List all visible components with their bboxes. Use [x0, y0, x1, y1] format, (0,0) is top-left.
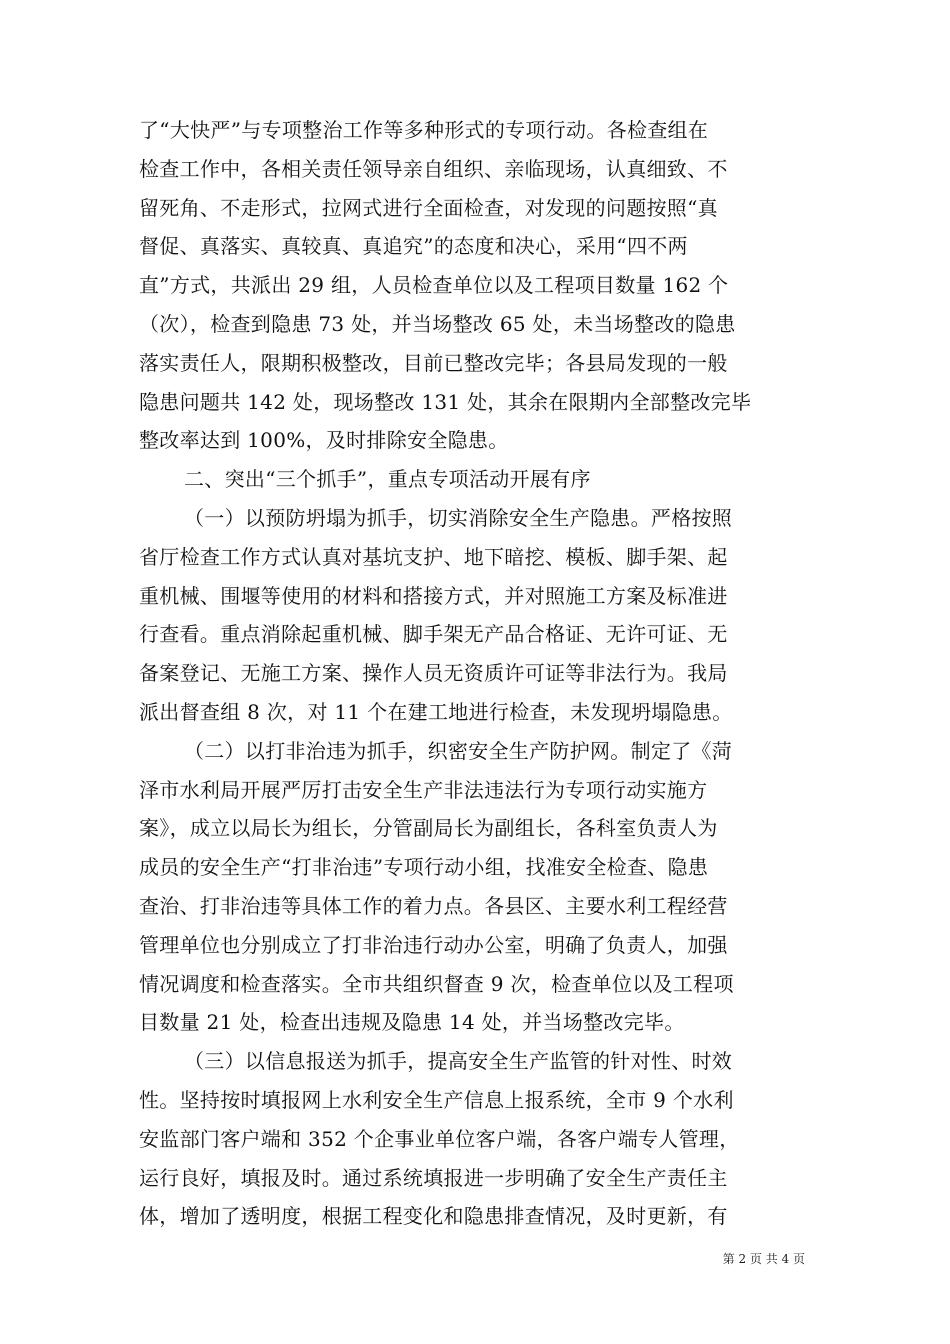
text-line: 体，增加了透明度，根据工程变化和隐患排查情况，及时更新，有: [139, 1204, 728, 1229]
body-text: [139, 111, 814, 1236]
text-line: 落实责任人，限期积极整改，目前已整改完毕；各县局发现的一般: [139, 350, 728, 375]
page-number: 第 2 页 共 4 页: [722, 1252, 805, 1266]
text-line: 案》，成立以局长为组长，分管副局长为副组长，各科室负责人为: [139, 816, 718, 841]
text-line: 直”方式，共派出 29 组，人员检查单位以及工程项目数量 162 个: [139, 273, 729, 298]
text-line: （次），检查到隐患 73 处，并当场整改 65 处，未当场整改的隐患: [139, 311, 736, 336]
text-line: 管理单位也分别成立了打非治违行动办公室，明确了负责人，加强: [139, 932, 728, 957]
text-line: 隐患问题共 142 处，现场整改 131 处，其余在限期内全部整改完毕: [139, 389, 752, 414]
text-line: 目数量 21 处，检查出违规及隐患 14 处，并当场整改完毕。: [139, 1010, 685, 1035]
text-line: 行查看。重点消除起重机械、脚手架无产品合格证、无许可证、无: [139, 622, 728, 647]
text-line: 运行良好，填报及时。通过系统填报进一步明确了安全生产责任主: [139, 1165, 728, 1190]
text-line: （三）以信息报送为抓手，提高安全生产监管的针对性、时效: [184, 1049, 733, 1074]
text-line: 检查工作中，各相关责任领导亲自组织、亲临现场，认真细致、不: [139, 156, 728, 181]
section-heading: 二、突出“三个抓手”，重点专项活动开展有序: [184, 467, 591, 492]
text-line: 派出督查组 8 次，对 11 个在建工地进行检查，未发现坍塌隐患。: [139, 699, 733, 724]
text-line: 督促、真落实、真较真、真追究”的态度和决心，采用“四不两: [139, 234, 688, 259]
text-line: 成员的安全生产“打非治违”专项行动小组，找准安全检查、隐患: [139, 855, 709, 880]
text-line: （一）以预防坍塌为抓手，切实消除安全生产隐患。严格按照: [184, 505, 733, 530]
text-line: 省厅检查工作方式认真对基坑支护、地下暗挖、模板、脚手架、起: [139, 544, 728, 569]
text-line: 泽市水利局开展严厉打击安全生产非法违法行为专项行动实施方: [139, 777, 708, 802]
text-line: （二）以打非治违为抓手，织密安全生产防护网。制定了《菏: [184, 738, 733, 763]
text-line: 性。坚持按时填报网上水利安全生产信息上报系统，全市 9 个水利: [139, 1087, 734, 1112]
text-line: 情况调度和检查落实。全市共组织督查 9 次，检查单位以及工程项: [139, 971, 734, 996]
text-line: 整改率达到 100%，及时排除安全隐患。: [139, 428, 509, 453]
text-line: 备案登记、无施工方案、操作人员无资质许可证等非法行为。我局: [139, 661, 728, 686]
text-line: 查治、打非治违等具体工作的着力点。各县区、主要水利工程经营: [139, 893, 728, 918]
text-line: 重机械、围堰等使用的材料和搭接方式，并对照施工方案及标准进: [139, 583, 728, 608]
text-line: 了“大快严”与专项整治工作等多种形式的专项行动。各检查组在: [139, 118, 709, 142]
text-line: 留死角、不走形式，拉网式进行全面检查，对发现的问题按照“真: [139, 195, 718, 220]
text-line: 安监部门客户端和 352 个企事业单位客户端，各客户端专人管理，: [139, 1126, 740, 1151]
